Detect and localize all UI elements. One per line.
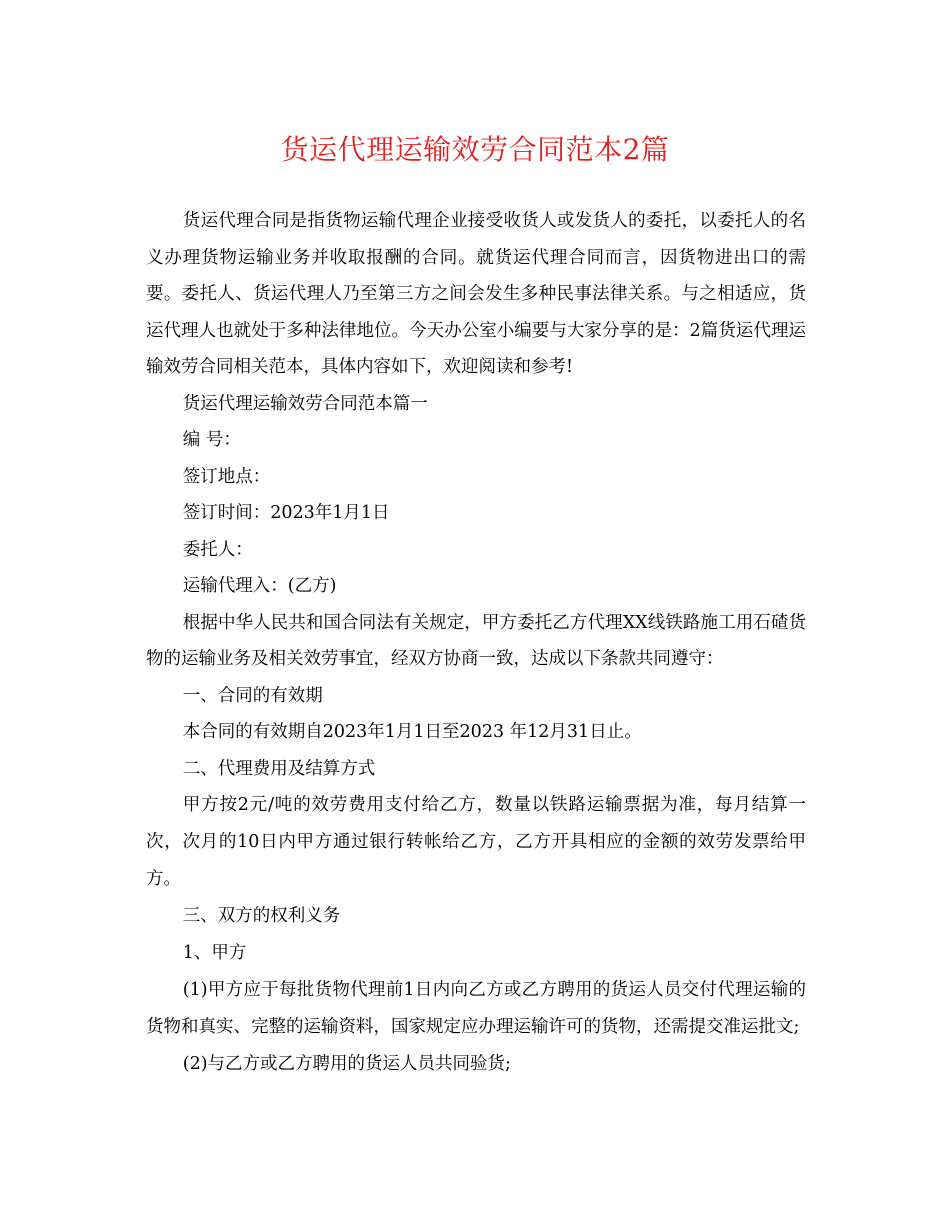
party-a-duty-1: (1)甲方应于每批货物代理前1日内向乙方或乙方聘用的货运人员交付代理运输的货物和真实、完整的运输资料，国家规定应办理运输许可的货物，还需提交准运批文; xyxy=(146,980,806,1037)
contract-number-field: 编 号： xyxy=(182,430,241,450)
clause-heading-validity: 一、合同的有效期 xyxy=(182,685,323,706)
agent-field: 运输代理入：(乙方) xyxy=(182,576,337,596)
document-title: 货运代理运输效劳合同范本2篇 xyxy=(280,133,670,166)
client-field: 委托人： xyxy=(182,539,253,560)
signing-place-field: 签订地点： xyxy=(182,466,271,487)
fees-paragraph: 甲方按2元/吨的效劳费用支付给乙方，数量以铁路运输票据为准，每月结算一次，次月的10日内甲方通过银行转帐给乙方，乙方开具相应的金额的效劳发票给甲方。 xyxy=(146,795,806,889)
clause-heading-rights: 三、双方的权利义务 xyxy=(182,906,341,926)
clause-heading-fees: 二、代理费用及结算方式 xyxy=(182,758,376,779)
party-a-heading: 1、甲方 xyxy=(182,943,247,963)
document-body xyxy=(146,203,806,1083)
preamble-paragraph: 根据中华人民共和国合同法有关规定，甲方委托乙方代理XX线铁路施工用石碴货物的运输业务及相关效劳事宜，经双方协商一致，达成以下条款共同遵守： xyxy=(146,612,806,669)
validity-paragraph: 本合同的有效期自2023年1月1日至2023 年12月31日止。 xyxy=(182,722,642,742)
party-a-duty-2: (2)与乙方或乙方聘用的货运人员共同验货; xyxy=(182,1054,511,1074)
section-heading-contract-one: 货运代理运输效劳合同范本篇一 xyxy=(182,393,428,414)
intro-paragraph: 货运代理合同是指货物运输代理企业接受收货人或发货人的委托，以委托人的名义办理货物运输业务并收取报酬的合同。就货运代理合同而言，因货物进出口的需要。委托人、货运代理人乃至第三方之间会发生多种民事法律关系。与之相适应，货运代理人也就处于多种法律地位。今天办公室小编要与大家分享的是：2篇货运代理运输效劳合同相关范本，具体内容如下，欢迎阅读和参考! xyxy=(146,211,806,377)
signing-date-field: 签订时间：2023年1月1日 xyxy=(182,503,390,523)
